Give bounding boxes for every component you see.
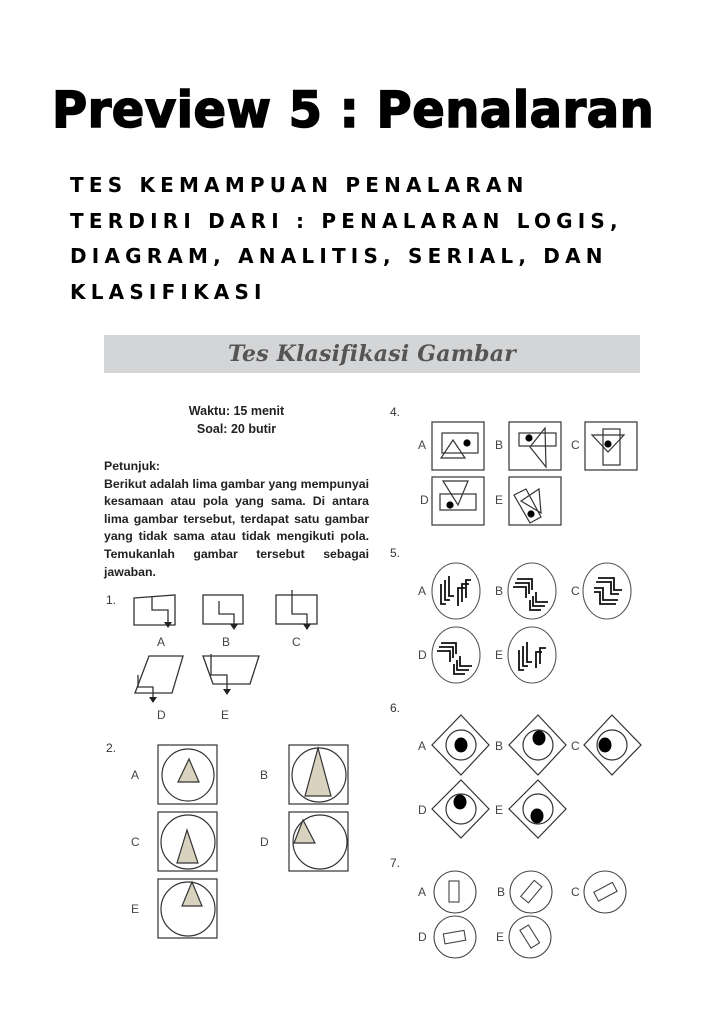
banner-title: Tes Klasifikasi Gambar: [227, 341, 517, 367]
option-label: B: [495, 438, 504, 452]
question-number: 5.: [390, 546, 401, 560]
option-label: E: [131, 902, 140, 916]
question-number: 1.: [106, 593, 117, 607]
option-label: E: [495, 648, 504, 662]
option-label: D: [260, 835, 269, 849]
option-label: C: [292, 635, 301, 649]
option-label: D: [157, 708, 166, 722]
option-label: D: [418, 648, 427, 662]
option-label: C: [571, 739, 580, 753]
option-label: A: [418, 584, 427, 598]
question-number: 4.: [390, 405, 401, 419]
option-label: A: [157, 635, 166, 649]
subtitle-line: DIAGRAM, ANALITIS, SERIAL, DAN: [70, 244, 608, 268]
subtitle-line: TES KEMAMPUAN PENALARAN: [70, 173, 529, 197]
option-label: E: [495, 803, 504, 817]
option-label: D: [420, 493, 429, 507]
option-label: C: [131, 835, 140, 849]
option-label: E: [496, 930, 505, 944]
question-number: 2.: [106, 741, 117, 755]
page-title: Preview 5 : Penalaran: [52, 81, 655, 139]
option-label: A: [131, 768, 140, 782]
option-label: A: [418, 739, 427, 753]
option-label: E: [495, 493, 504, 507]
option-label: B: [495, 739, 504, 753]
option-label: C: [571, 438, 580, 452]
time-limit: Waktu: 15 menit: [188, 404, 285, 418]
option-label: C: [571, 885, 580, 899]
subtitle-line: KLASIFIKASI: [70, 279, 267, 304]
option-label: E: [221, 708, 230, 722]
question-number: 6.: [390, 701, 401, 715]
option-label: A: [418, 438, 427, 452]
option-label: A: [418, 885, 427, 899]
question-number: 7.: [390, 856, 401, 870]
option-label: D: [418, 930, 427, 944]
subtitle-line: TERDIRI DARI : PENALARAN LOGIS,: [70, 208, 623, 233]
instruction-label: Petunjuk:: [104, 459, 161, 473]
option-label: B: [497, 885, 506, 899]
option-label: B: [222, 635, 231, 649]
option-label: C: [571, 584, 580, 598]
option-label: B: [495, 584, 504, 598]
option-label: D: [418, 803, 427, 817]
instruction-text: Berikut adalah lima gambar yang mempunyai kesamaan atau pola yang sama. Di antara lima gambar tersebut, terdapat satu gambar yang tidak sama atau tidak mengikuti pola. Temukanlah gambar tersebut sebagai jawaban.: [104, 476, 369, 579]
option-label: B: [260, 768, 269, 782]
question-count: Soal: 20 butir: [196, 422, 277, 436]
